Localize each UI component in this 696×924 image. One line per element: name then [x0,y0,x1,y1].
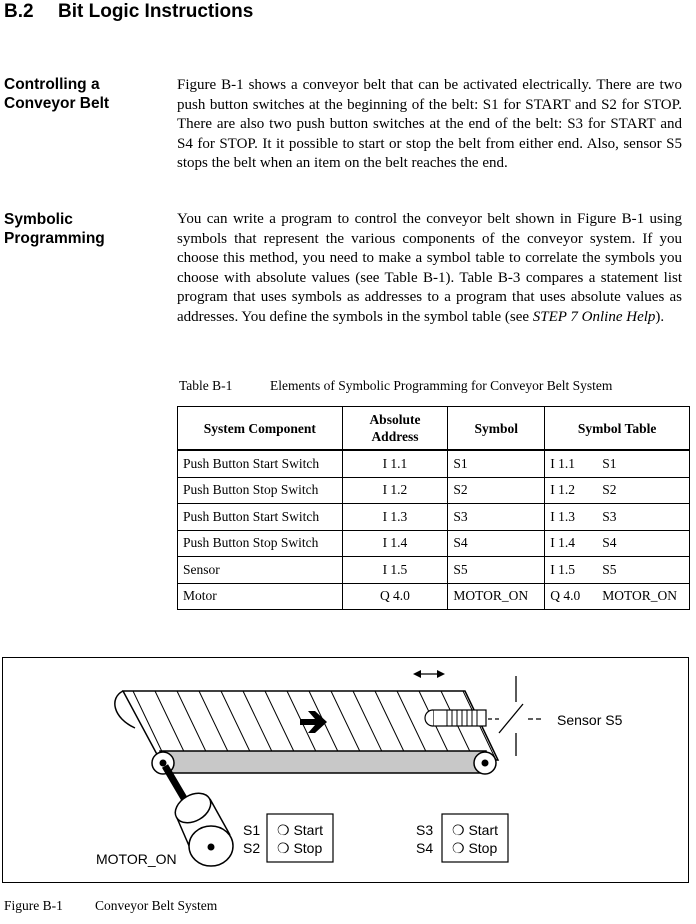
start-button-s3[interactable] [452,822,498,839]
side-heading-line: Controlling a [4,76,100,93]
symbol-table-address: I 1.3 [550,508,576,524]
table-caption-title: Elements of Symbolic Programming for Conveyor Belt System [270,378,613,393]
cell-address: I 1.3 [342,504,448,531]
double-arrow-icon [413,670,445,678]
belt-underside [160,751,486,773]
symbol-table-symbol: S1 [602,455,617,471]
paragraph-symbolic [177,210,682,327]
paragraph-text: You can write a program to control the conveyor belt shown in Figure B-1 using symbols that represent the various components of the conveyor system. If you choose this method, you need to make a symbol table to correlate the symbols you choose with absolute values (see Table B-1). Table B-3 compares a statement list program that uses symbols as addresses to a program that uses absolute values as addresses. You define the symbols in the symbol table (see [177,211,682,325]
cell-component: Push Button Start Switch [178,450,343,477]
paragraph-italic-reference: STEP 7 Online Help [532,308,656,325]
conveyor-figure [2,657,689,883]
radio-circle-icon: ❍ [452,840,465,856]
paragraph-text: ). [655,308,665,325]
symbol-table-address: Q 4.0 [550,588,581,604]
sensor-icon [425,710,486,726]
switch-id-s4: S4 [416,840,434,856]
table-row [178,504,690,531]
button-label: Stop [293,840,323,856]
motor-label: MOTOR_ON [96,851,177,867]
cell-address: I 1.2 [342,477,448,504]
right-roller-icon [474,752,496,774]
symbol-table-address: I 1.4 [550,535,576,551]
button-label: Stop [468,840,498,856]
start-button-s1[interactable] [277,822,323,839]
table-row [178,583,690,610]
cell-component: Push Button Stop Switch [178,477,343,504]
switch-id-s2: S2 [243,840,261,856]
symbol-table-address: I 1.5 [550,561,576,577]
symbol-table-symbol: S2 [602,482,617,498]
cell-symbol-table [545,557,690,584]
cell-address: I 1.1 [342,450,448,477]
stop-button-s2[interactable] [277,840,322,857]
switch-id-s1: S1 [243,822,261,838]
radio-circle-icon: ❍ [277,822,290,838]
table-row [178,557,690,584]
column-header-component: System Component [178,407,343,451]
radio-circle-icon: ❍ [277,840,290,856]
cell-symbol: S2 [448,477,545,504]
conveyor-belt-illustration [3,658,688,882]
section-title: Bit Logic Instructions [58,1,254,22]
symbol-table-symbol: MOTOR_ON [602,588,678,604]
symbol-elements-table [177,406,690,610]
side-heading-line: Symbolic [4,211,73,228]
paragraph-controlling: Figure B-1 shows a conveyor belt that can be activated electrically. There are two push button switches at the beginning of the belt: S1 for START and S2 for STOP. There are also two push button switches at the end of the belt: S3 for START and S4 for STOP. It it possible to start or stop the belt from either end. Also, sensor S5 stops the belt when an item on the belt reaches the end. [177,77,682,171]
figure-caption-title: Conveyor Belt System [95,898,218,913]
cell-symbol-table [545,450,690,477]
cell-address: I 1.5 [342,557,448,584]
switch-id-s3: S3 [416,822,434,838]
side-heading-controlling [4,75,109,113]
table-row [178,530,690,557]
side-heading-line: Conveyor Belt [4,95,110,112]
side-heading-line: Programming [4,230,105,247]
table-row [178,450,690,477]
sensor-switch-icon [488,676,544,756]
side-heading-symbolic [4,210,105,248]
table-caption-number: Table B-1 [179,378,233,393]
symbol-table-symbol: S4 [602,535,617,551]
column-header-symbol-table: Symbol Table [545,407,690,451]
cell-symbol-table [545,530,690,557]
cell-symbol: S1 [448,450,545,477]
cell-symbol: MOTOR_ON [448,583,545,610]
sensor-label: Sensor S5 [557,712,623,728]
cell-component: Motor [178,583,343,610]
symbol-table-symbol: S5 [602,561,617,577]
button-label: Start [293,822,324,838]
symbol-table-address: I 1.2 [550,482,576,498]
column-header-symbol: Symbol [448,407,545,451]
cell-address: Q 4.0 [342,583,448,610]
table-row [178,477,690,504]
cell-component: Push Button Stop Switch [178,530,343,557]
cell-component: Push Button Start Switch [178,504,343,531]
cell-component: Sensor [178,557,343,584]
cell-symbol-table [545,583,690,610]
cell-symbol-table [545,477,690,504]
figure-caption-number: Figure B-1 [4,898,63,913]
cell-address: I 1.4 [342,530,448,557]
cell-symbol: S3 [448,504,545,531]
cell-symbol-table [545,504,690,531]
button-label: Start [468,822,499,838]
symbol-table-symbol: S3 [602,508,617,524]
cell-symbol: S5 [448,557,545,584]
section-number: B.2 [4,1,34,22]
stop-button-s4[interactable] [452,840,497,857]
column-header-address: Absolute Address [342,407,448,451]
radio-circle-icon: ❍ [452,822,465,838]
cell-symbol: S4 [448,530,545,557]
symbol-table-address: I 1.1 [550,455,576,471]
table-header-row [178,407,690,451]
